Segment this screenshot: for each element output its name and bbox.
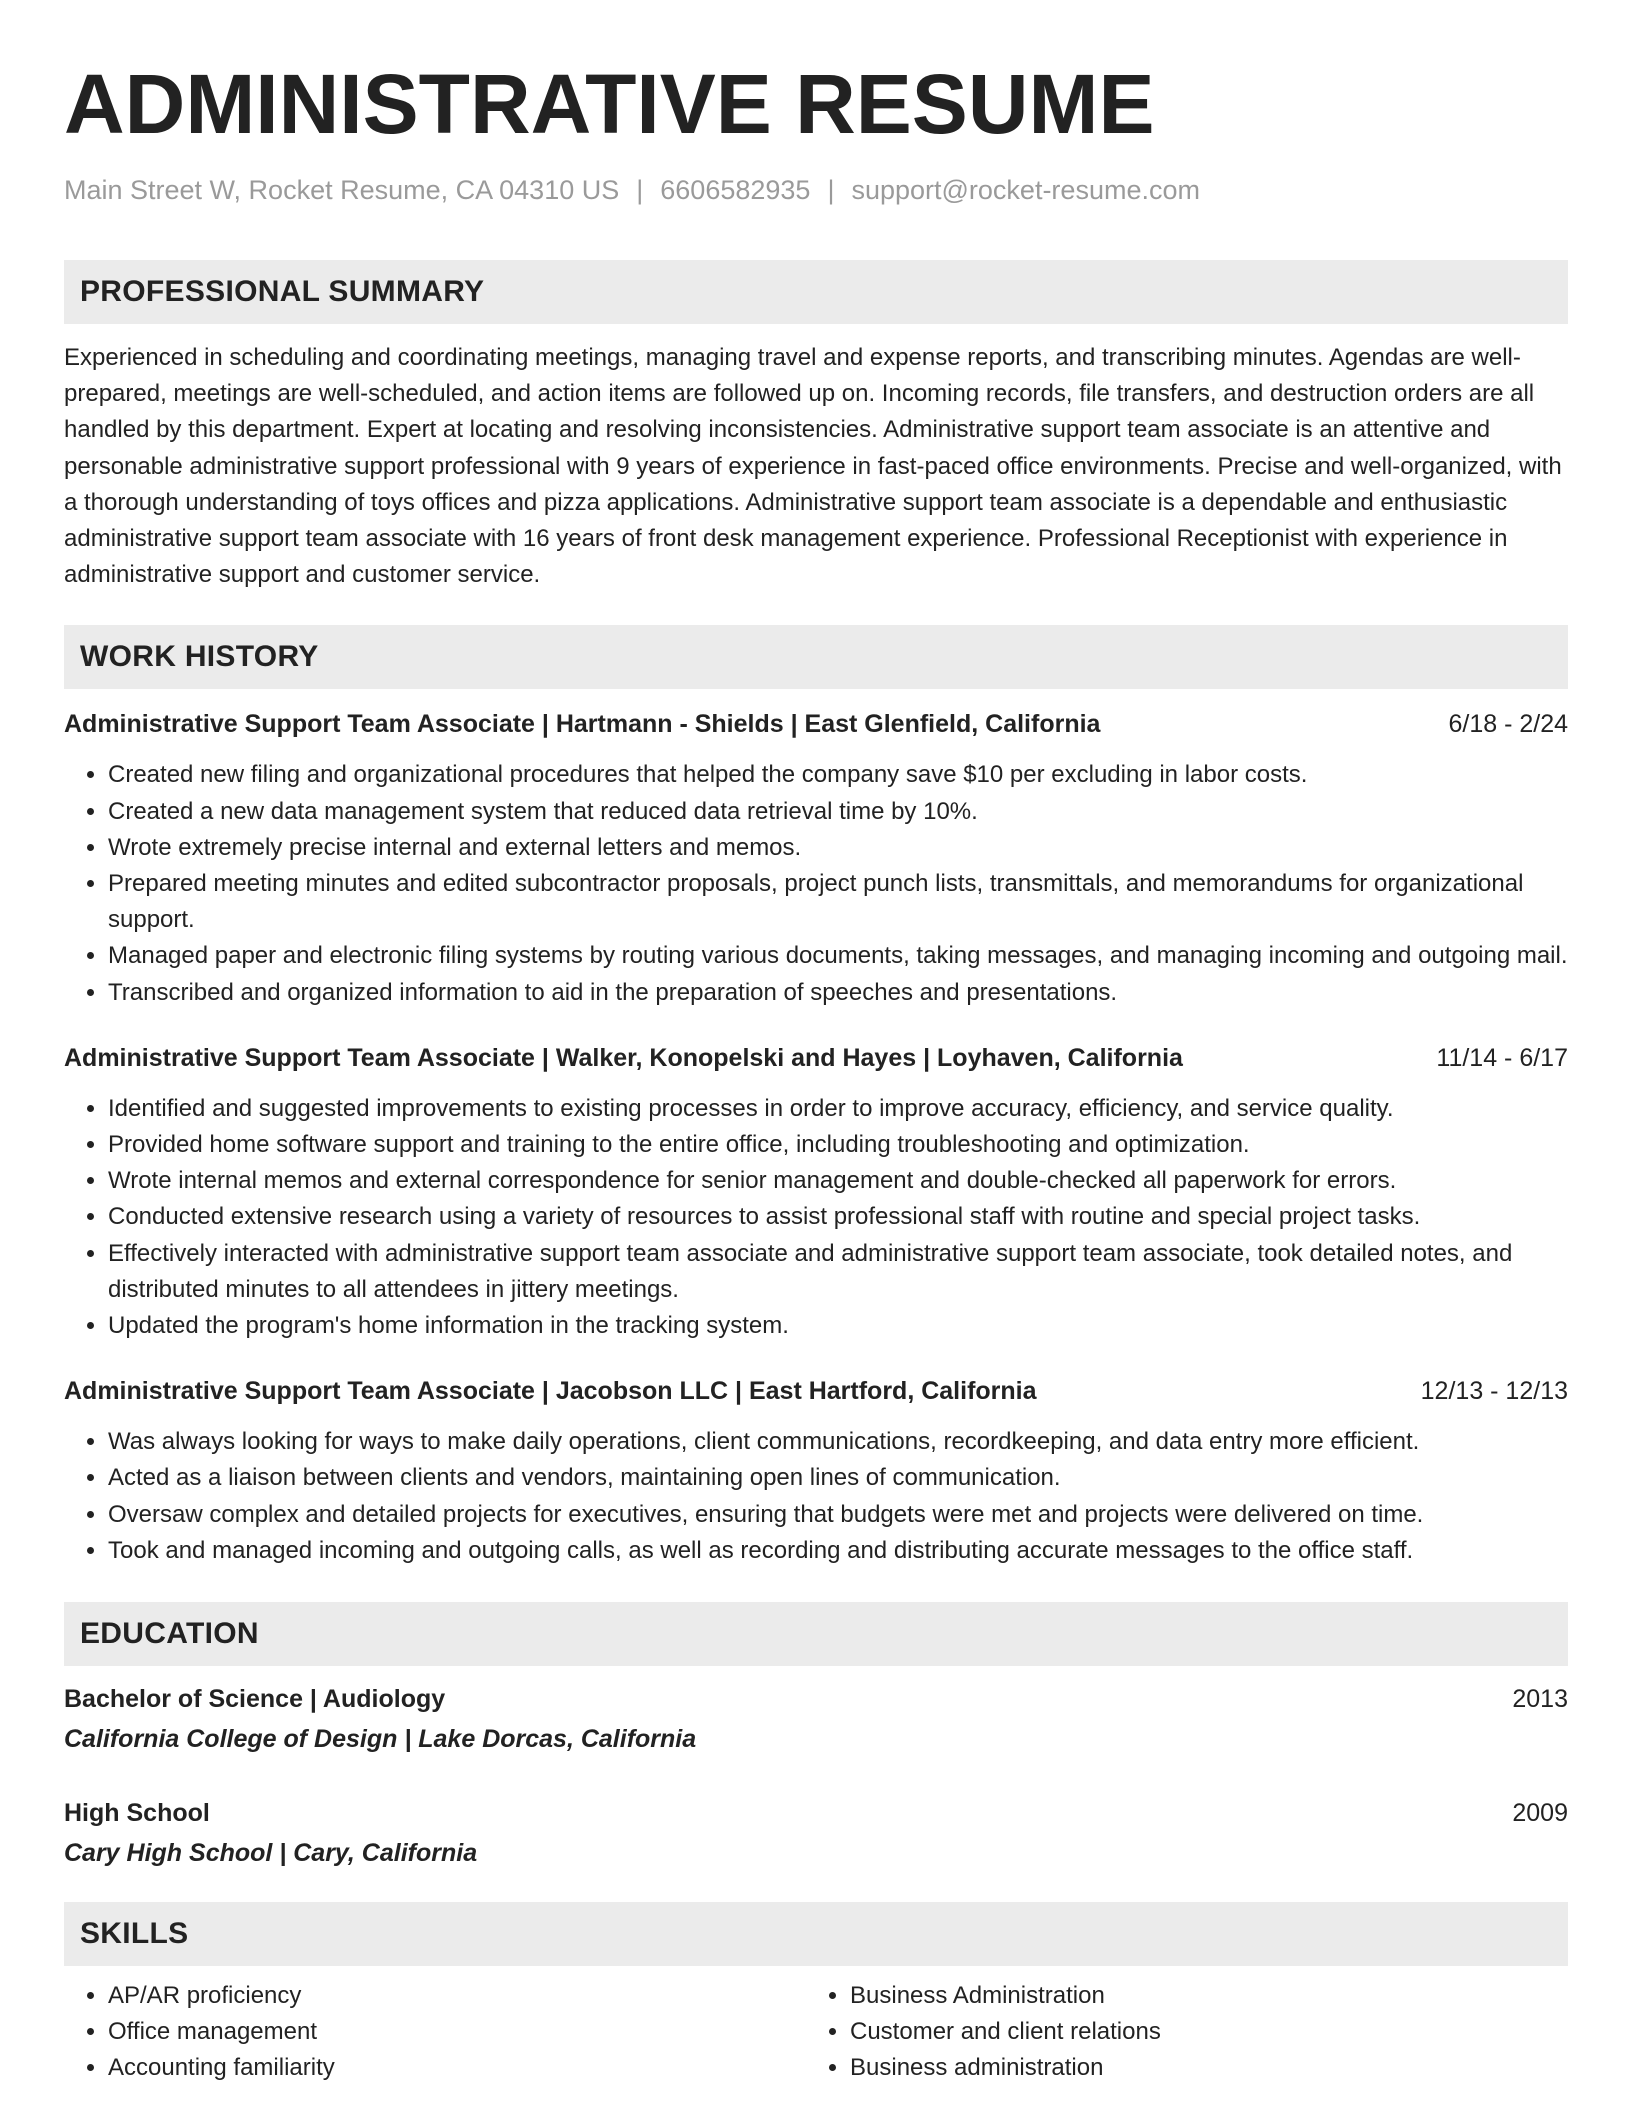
job-bullet: • Created a new data management system that reduced data retrieval time by 10%. xyxy=(108,794,1568,830)
job-bullet: • Was always looking for ways to make daily operations, client communications, recordkeeping, and data entry more efficient. xyxy=(108,1424,1568,1460)
job-bullet-list xyxy=(64,757,1568,1010)
skill-item: • Office management xyxy=(108,2014,806,2050)
job-bullet: • Wrote internal memos and external correspondence for senior management and double-checked all paperwork for errors. xyxy=(108,1163,1568,1199)
job-bullet: • Effectively interacted with administrative support team associate and administrative support team associate, took detailed notes, and distributed minutes to all attendees in jittery meetings. xyxy=(108,1236,1568,1308)
job-header xyxy=(64,707,1568,741)
skill-item: • Accounting familiarity xyxy=(108,2050,806,2086)
skill-item: • Business Administration xyxy=(850,1978,1548,2014)
education-year: 2009 xyxy=(1512,1799,1568,1828)
education-header xyxy=(64,1682,1568,1716)
job-bullet: • Identified and suggested improvements to existing processes in order to improve accuracy, efficiency, and service quality. xyxy=(108,1091,1568,1127)
job-dates: 12/13 - 12/13 xyxy=(1420,1377,1568,1406)
job-title: Administrative Support Team Associate | Hartmann - Shields | East Glenfield, California xyxy=(64,710,1101,739)
skill-item: • AP/AR proficiency xyxy=(108,1978,806,2014)
section-heading-work-history: WORK HISTORY xyxy=(64,625,1568,689)
contact-separator: | xyxy=(636,175,644,205)
education-school: Cary High School | Cary, California xyxy=(64,1839,478,1868)
skills-grid xyxy=(64,1978,1568,2087)
education-school: California College of Design | Lake Dorcas, California xyxy=(64,1725,697,1754)
education-degree: Bachelor of Science | Audiology xyxy=(64,1685,446,1714)
education-degree: High School xyxy=(64,1799,210,1828)
job-dates: 11/14 - 6/17 xyxy=(1436,1043,1568,1072)
skills-column-right xyxy=(806,1978,1548,2087)
job-bullet: • Transcribed and organized information to aid in the preparation of speeches and presentations. xyxy=(108,975,1568,1011)
job-bullet: • Provided home software support and training to the entire office, including troubleshooting and optimization. xyxy=(108,1127,1568,1163)
section-heading-skills: SKILLS xyxy=(64,1902,1568,1966)
education-header xyxy=(64,1796,1568,1830)
skill-item: • Business administration xyxy=(850,2050,1548,2086)
job-bullet: • Acted as a liaison between clients and vendors, maintaining open lines of communication. xyxy=(108,1460,1568,1496)
job-title: Administrative Support Team Associate | Walker, Konopelski and Hayes | Loyhaven, California xyxy=(64,1043,1183,1072)
skill-item: • Customer and client relations xyxy=(850,2014,1548,2050)
section-heading-summary: PROFESSIONAL SUMMARY xyxy=(64,260,1568,324)
job-title: Administrative Support Team Associate | Jacobson LLC | East Hartford, California xyxy=(64,1377,1037,1406)
summary-text: Experienced in scheduling and coordinating meetings, managing travel and expense reports, and transcribing minutes. Agendas are well-prepared, meetings are well-scheduled, and action items are followed up on. Incoming records, file transfers, and destruction orders are all handled by this department. Expert at locating and resolving inconsistencies. Administrative support team associate is an attentive and personable administrative support professional with 9 years of experience in fast-paced office environments. Precise and well-organized, with a thorough understanding of toys offices and pizza applications. Administrative support team associate is a dependable and enthusiastic administrative support team associate with 16 years of front desk management experience. Professional Receptionist with experience in administrative support and customer service. xyxy=(64,344,1562,589)
contact-line xyxy=(64,172,1568,208)
job-bullet: • Wrote extremely precise internal and external letters and memos. xyxy=(108,830,1568,866)
job-bullet: • Created new filing and organizational procedures that helped the company save $10 per excluding in labor costs. xyxy=(108,757,1568,793)
job-header xyxy=(64,1374,1568,1408)
job-bullet: • Conducted extensive research using a variety of resources to assist professional staff with routine and special project tasks. xyxy=(108,1199,1568,1235)
contact-address: Main Street W, Rocket Resume, CA 04310 US xyxy=(64,175,620,205)
job-dates: 6/18 - 2/24 xyxy=(1448,710,1568,739)
job-bullet: • Updated the program's home information in the tracking system. xyxy=(108,1308,1568,1344)
contact-separator: | xyxy=(827,175,835,205)
job-bullet: • Oversaw complex and detailed projects for executives, ensuring that budgets were met and projects were delivered on time. xyxy=(108,1497,1568,1533)
job-bullet: • Took and managed incoming and outgoing calls, as well as recording and distributing accurate messages to the office staff. xyxy=(108,1533,1568,1569)
job-header xyxy=(64,1041,1568,1075)
job-bullet: • Prepared meeting minutes and edited subcontractor proposals, project punch lists, transmittals, and memorandums for organizational support. xyxy=(108,866,1568,938)
resume-title: ADMINISTRATIVE RESUME xyxy=(64,57,1155,151)
job-bullet-list xyxy=(64,1424,1568,1569)
education-year: 2013 xyxy=(1512,1685,1568,1714)
contact-email[interactable]: support@rocket-resume.com xyxy=(851,175,1200,205)
job-bullet: • Managed paper and electronic filing systems by routing various documents, taking messages, and managing incoming and outgoing mail. xyxy=(108,938,1568,974)
contact-phone[interactable]: 6606582935 xyxy=(660,175,811,205)
job-bullet-list xyxy=(64,1091,1568,1344)
skills-column-left xyxy=(64,1978,806,2087)
section-heading-education: EDUCATION xyxy=(64,1602,1568,1666)
